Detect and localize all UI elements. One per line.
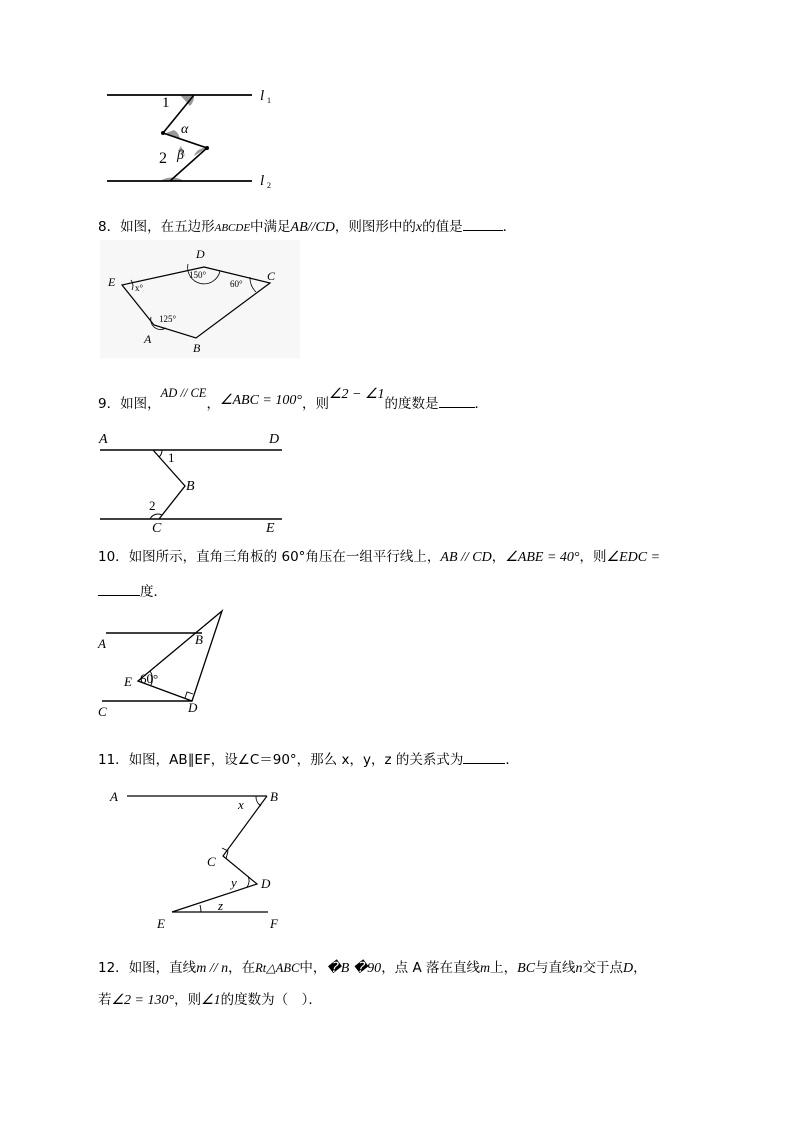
label-alpha: α xyxy=(181,122,189,137)
vertex-C: C xyxy=(267,269,276,283)
vertex-A: A xyxy=(144,332,152,346)
q12-text-3: 中， xyxy=(299,960,327,976)
q10-condition-1: AB // CD xyxy=(440,550,492,565)
q8-text-2: 中满足 xyxy=(250,219,291,235)
question-12-line-1 xyxy=(98,959,647,978)
figure-ad-parallel-ce xyxy=(96,428,296,536)
q12-line-n: n xyxy=(575,961,583,976)
q12-condition: m // n xyxy=(196,961,229,976)
q9-comma: ， xyxy=(206,396,220,412)
point-A: A xyxy=(110,789,118,804)
figure-set-square xyxy=(96,604,236,722)
figure-ab-parallel-ef xyxy=(100,784,300,932)
point-E: E xyxy=(266,521,275,536)
angle-z: z xyxy=(218,898,224,913)
q9-text-2: ，则 xyxy=(301,396,329,412)
q12-text-4: ，点 A 落在直线 xyxy=(381,960,481,976)
point-B: B xyxy=(186,479,195,494)
point-F: F xyxy=(270,916,278,931)
zigzag-path xyxy=(163,95,207,181)
answer-blank[interactable] xyxy=(98,582,140,596)
q8-shape-name: ABCDE xyxy=(214,222,251,234)
q12-segment-bc: BC xyxy=(517,961,536,976)
q8-end: ． xyxy=(502,219,517,235)
q12-text-7: 交于点 xyxy=(582,960,624,976)
triangle-board xyxy=(138,611,222,701)
q12-condition-2: ∠2 = 130° xyxy=(111,993,175,1008)
q9-expression: ∠2 − ∠1 xyxy=(328,387,385,402)
label-angle-1: 1 xyxy=(162,95,170,111)
label-angle-2: 2 xyxy=(159,150,167,167)
point-E: E xyxy=(124,674,132,689)
q12-ask: ∠1 xyxy=(201,993,221,1008)
angle-D-150: 150° xyxy=(189,270,207,280)
q12-triangle: Rt△ABC xyxy=(255,961,300,975)
point-B: B xyxy=(195,632,203,647)
q12-text-6: 与直线 xyxy=(535,960,576,976)
angle-60: 60° xyxy=(140,671,159,686)
q12-line2-text-2: ，则 xyxy=(174,992,202,1008)
q12-line-m: m xyxy=(480,961,491,976)
q12-point-d: D xyxy=(623,961,634,976)
q8-text-1: 如图，在五边形 xyxy=(120,219,215,235)
question-number: 12． xyxy=(98,960,129,976)
question-9 xyxy=(98,386,489,414)
q9-condition-1: AD // CE xyxy=(160,386,207,400)
q9-condition-2: ∠ABC = 100° xyxy=(219,393,302,408)
point-D: D xyxy=(269,432,280,447)
point-B: B xyxy=(270,789,278,804)
point-C: C xyxy=(98,704,107,719)
q10-comma: ， xyxy=(491,549,506,565)
question-11 xyxy=(98,750,519,769)
point-C: C xyxy=(152,521,162,536)
question-number: 10． xyxy=(98,549,129,565)
question-8 xyxy=(98,217,516,237)
q10-end: 度． xyxy=(140,584,167,600)
q12-text-2: ，在 xyxy=(228,960,256,976)
figure-parallel-lines-alpha-beta xyxy=(100,80,290,195)
angle-A-125: 125° xyxy=(159,314,177,324)
figure-pentagon-abcde xyxy=(100,240,310,360)
q12-text-5: 上， xyxy=(490,960,518,976)
q11-text: 如图，AB∥EF，设∠C＝90°，那么 x，y，z 的关系式为 xyxy=(128,752,464,768)
label-l2-sub: 2 xyxy=(267,181,271,190)
zigzag-path xyxy=(172,796,267,912)
q12-garbled-condition: �B �90 xyxy=(326,961,382,976)
q9-end: ． xyxy=(474,396,489,412)
question-10-line-2 xyxy=(98,582,167,601)
label-angle-2: 2 xyxy=(149,498,156,513)
q12-text-1: 如图，直线 xyxy=(128,960,197,976)
q12-comma: ， xyxy=(633,960,647,976)
label-beta: β xyxy=(177,148,184,163)
q8-text-3: ，则图形中的 xyxy=(334,219,416,235)
vertex-B: B xyxy=(193,341,201,355)
question-12-line-2 xyxy=(98,991,322,1010)
q11-end: ． xyxy=(505,752,519,768)
angle-C-60: 60° xyxy=(230,279,243,289)
q8-text-4: 的值是 xyxy=(422,219,463,235)
q9-text-3: 的度数是 xyxy=(384,396,439,412)
vertex-D: D xyxy=(196,247,205,261)
q12-line2-text-1: 若 xyxy=(98,992,112,1008)
question-number: 9． xyxy=(98,396,121,412)
angle-x: x xyxy=(238,797,244,812)
angle-y: y xyxy=(231,875,237,890)
point-A: A xyxy=(98,636,106,651)
point-D: D xyxy=(261,876,271,891)
point-E: E xyxy=(157,916,165,931)
point-D: D xyxy=(188,700,198,715)
q12-line2-text-3: 的度数为（ ）． xyxy=(220,992,322,1008)
q9-text-1: 如图， xyxy=(120,396,161,412)
point-A: A xyxy=(99,432,108,447)
question-10-line-1 xyxy=(98,548,660,567)
label-angle-1: 1 xyxy=(168,450,175,465)
vertex-E: E xyxy=(108,275,116,289)
point-C: C xyxy=(207,854,216,869)
q10-text-2: ，则 xyxy=(579,549,607,565)
label-l1-sub: 1 xyxy=(267,96,271,105)
q10-condition-2: ∠ABE = 40° xyxy=(505,550,580,565)
answer-blank[interactable] xyxy=(463,217,503,231)
question-number: 8． xyxy=(98,219,121,235)
question-number: 11． xyxy=(98,752,129,768)
answer-blank[interactable] xyxy=(463,750,505,764)
q8-condition: AB//CD xyxy=(290,220,335,235)
label-l2: l xyxy=(260,173,265,189)
q10-text-1: 如图所示，直角三角板的 60°角压在一组平行线上， xyxy=(128,549,441,565)
label-l1: l xyxy=(260,88,265,104)
answer-blank[interactable] xyxy=(439,394,475,408)
q10-ask: ∠EDC = xyxy=(606,550,661,565)
angle-E-x: x° xyxy=(135,283,144,293)
q8-variable-x: x xyxy=(415,220,423,235)
